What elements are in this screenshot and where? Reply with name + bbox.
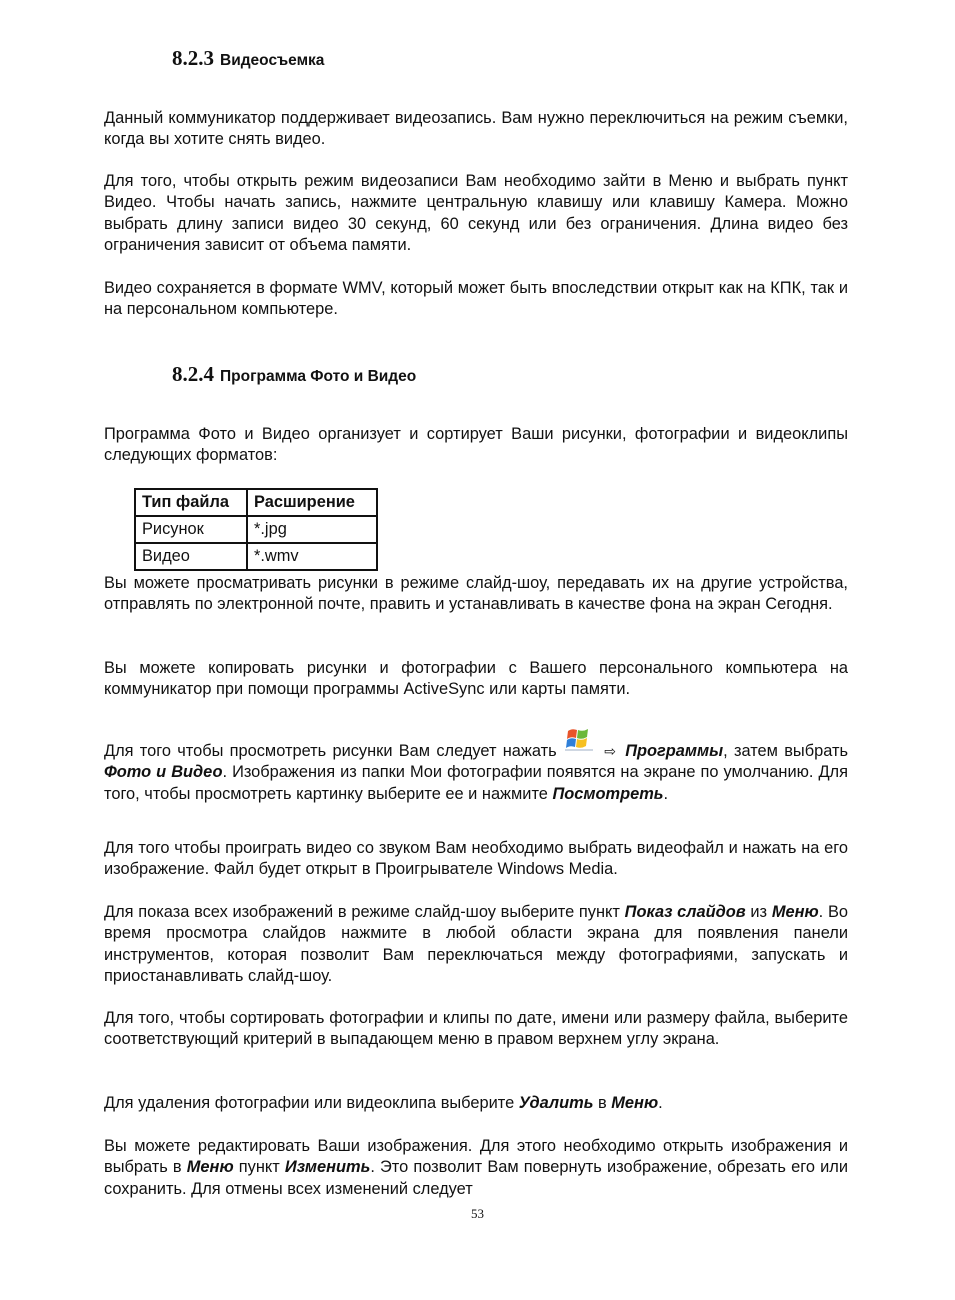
paragraph: Видео сохраняется в формате WMV, который может быть впоследствии открыт как на КПК, так и на персональном компьютере. xyxy=(104,279,848,319)
table-row xyxy=(135,516,377,543)
section-heading-8-2-4 xyxy=(172,362,416,387)
text-run: . xyxy=(663,784,669,803)
text-run: . xyxy=(658,1094,663,1112)
emphasis-text: Показ слайдов xyxy=(624,903,746,921)
section-number: 8.2.3 xyxy=(172,46,214,70)
paragraph: Данный коммуникатор поддерживает видеозапись. Вам нужно переключиться на режим съемки, когда вы хотите снять видео. xyxy=(104,109,848,149)
section-heading-8-2-3 xyxy=(172,46,324,71)
paragraph xyxy=(104,1136,848,1200)
emphasis-text: Меню xyxy=(186,1158,234,1177)
section-title: Программа Фото и Видео xyxy=(220,368,417,385)
arrow-right-icon: ⇨ xyxy=(604,743,616,759)
text-run: в xyxy=(598,1094,607,1112)
emphasis-text: Изменить xyxy=(284,1158,371,1177)
paragraph xyxy=(104,902,848,987)
paragraph: Программа Фото и Видео организует и сортирует Ваши рисунки, фотографии и видеоклипы следующих форматов: xyxy=(104,425,848,465)
emphasis-text: Посмотреть xyxy=(552,784,664,803)
emphasis-text: Фото и Видео xyxy=(104,763,223,782)
text-run: Вы можете редактировать Ваши изображения. Для этого необходимо открыть изображения и выбрать в xyxy=(104,1137,848,1177)
section-number: 8.2.4 xyxy=(172,362,214,386)
text-run: . Это позволит Вам повернуть изображение, обрезать его или сохранить. Для отмены всех изменений следует xyxy=(104,1158,848,1198)
paragraph: Для того, чтобы сортировать фотографии и клипы по дате, имени или размеру файла, выберите соответствующий критерий в выпадающем меню в правом верхнем углу экрана. xyxy=(104,1009,848,1049)
table-cell: *.jpg xyxy=(247,516,377,543)
paragraph: Для того, чтобы открыть режим видеозаписи Вам необходимо зайти в Меню и выбрать пункт Видео. Чтобы начать запись, нажмите центральную клавишу или клавишу Камера. Можно выбрать длину записи видео 30 секунд, 60 секунд или без ограничения. Длина видео без ограничения зависит от объема памяти. xyxy=(104,172,848,254)
text-run: . Изображения из папки Мои фотографии появятся на экране по умолчанию. Для того, чтобы просмотреть картинку выберите ее и нажмите xyxy=(104,763,849,803)
text-run: . Во время просмотра слайдов нажмите в любой области экрана для появления панели инструментов, которая позволит Вам переключаться между фотографиями, запускать и приостанавливать слайд-шоу. xyxy=(104,903,848,985)
emphasis-text: Программы xyxy=(625,742,724,760)
text-run: пункт xyxy=(238,1158,280,1177)
text-run: Для показа всех изображений в режиме слайд-шоу выберите пункт xyxy=(104,903,620,921)
text-run: Для удаления фотографии или видеоклипа выберите xyxy=(104,1094,515,1112)
emphasis-text: Меню xyxy=(771,903,819,921)
table-cell: Видео xyxy=(135,543,247,570)
paragraph xyxy=(104,732,848,805)
emphasis-text: Удалить xyxy=(518,1094,594,1112)
paragraph: Вы можете копировать рисунки и фотографии с Вашего персонального компьютера на коммуникатор при помощи программы ActiveSync или карты памяти. xyxy=(104,659,848,699)
text-run: из xyxy=(750,903,768,921)
table-header-cell: Расширение xyxy=(247,489,377,516)
text-run: , затем выбрать xyxy=(723,742,848,760)
table-cell: *.wmv xyxy=(247,543,377,570)
windows-logo-icon xyxy=(565,726,593,752)
table-header-row xyxy=(135,489,377,516)
paragraph: Вы можете просматривать рисунки в режиме слайд-шоу, передавать их на другие устройства, отправлять по электронной почте, править и устанавливать в качестве фона на экран Сегодня. xyxy=(104,574,848,614)
text-run: Для того чтобы просмотреть рисунки Вам следует нажать xyxy=(104,742,557,760)
page-number: 53 xyxy=(471,1206,484,1221)
paragraph: Для того чтобы проиграть видео со звуком Вам необходимо выбрать видеофайл и нажать на его изображение. Файл будет открыт в Проигрывателе Windows Media. xyxy=(104,839,848,879)
file-format-table xyxy=(134,488,378,571)
paragraph xyxy=(104,1093,848,1114)
section-title: Видеосъемка xyxy=(220,52,325,69)
table-header-cell: Тип файла xyxy=(135,489,247,516)
emphasis-text: Меню xyxy=(611,1094,659,1112)
table-row xyxy=(135,543,377,570)
table-cell: Рисунок xyxy=(135,516,247,543)
